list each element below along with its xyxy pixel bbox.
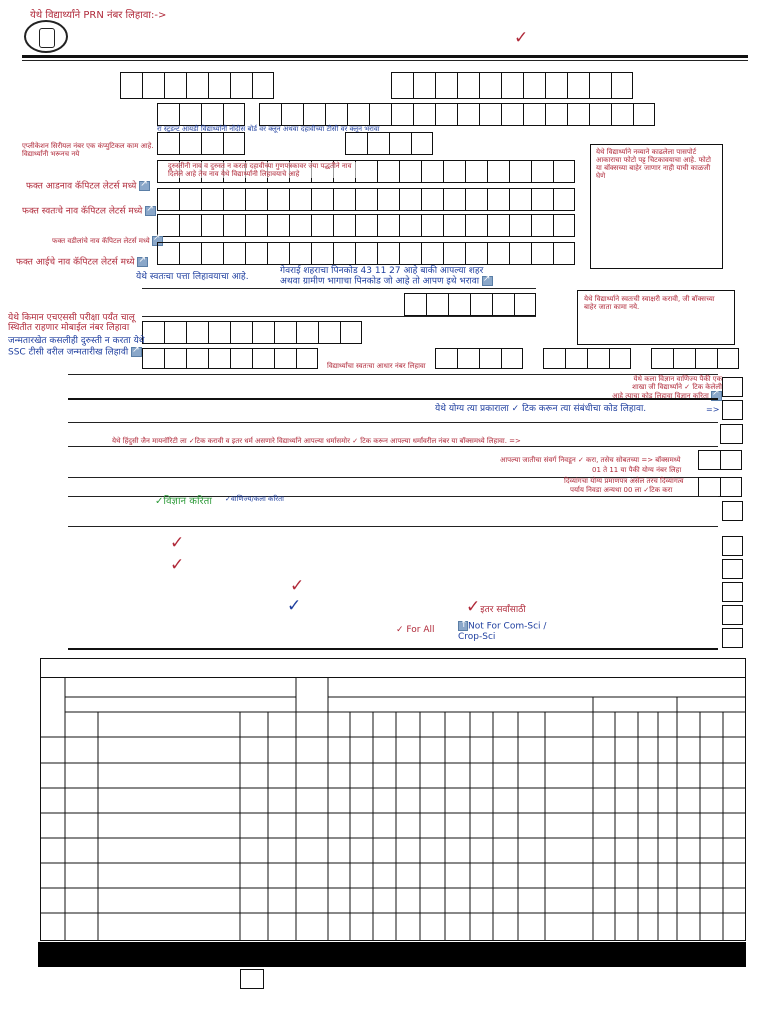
dob-boxes[interactable] [142, 348, 318, 369]
student-id-note: रा स्टुडन्ट आयडी विद्यार्थ्यांनी नोंदीस बोर्ड वर क्लून अथवा दहावीच्या टीसी वर क्लून भरावा [157, 125, 380, 133]
science-label: ✓विज्ञान करिता [155, 496, 212, 507]
student-id-boxes-2[interactable] [259, 103, 655, 126]
dob-line2: SSC टीसी वरील जन्मतारीख लिहावी ↗ [8, 347, 142, 358]
arrow-icon [482, 276, 493, 286]
arrow-icon [131, 347, 142, 357]
arrow-icon [139, 181, 150, 191]
marks-grid [40, 677, 746, 941]
college-logo-icon [24, 20, 68, 53]
mobile-line2: स्थितीत राहणार मोबाईल नंबर लिहावा [8, 323, 130, 333]
aadhar-label: विद्यार्थ्यांचा स्वतःचा आधार नंबर लिहावा [327, 362, 426, 370]
footer-bar [38, 942, 746, 967]
tick-mark: ✓ [287, 596, 302, 616]
pincode-line1: गेवराई शहराचा पिनकोड 43 11 27 आहे बाकी आपल्या शहर [280, 266, 484, 276]
pincode-boxes[interactable] [404, 293, 536, 316]
signature-note: येथे विद्यार्थ्याने स्वतःची स्वाक्षरी करावी, जी बॉक्सच्या बाहेर जाता कामा नये. [584, 295, 715, 311]
own-name-boxes[interactable] [157, 214, 575, 237]
subject-box-2[interactable] [722, 536, 743, 556]
prn-prompt: येथे विद्यार्थ्यांने PRN नंबर लिहावा:-> [30, 10, 167, 21]
correction-note: दुरुस्तीनी नाव व दुरुस्त न करता दहावीच्या गुणपत्रकावर ज्या पद्धतीने नाव दिलेले आहे तेच नाव येथे विद्यार्थ्यांनी लिहावयाचे आहे [168, 162, 368, 178]
subject-box-4[interactable] [722, 582, 743, 602]
others-label: ✓इतर सर्वांसाठी [466, 597, 526, 617]
religion-note: येथे हिंदुसी जैन मायनॉरिटी ला ✓टिक करावी व इतर धर्म असणारे विद्यार्थ्यांने आपल्या धर्मासमोर ✓ टिक करून आपल्या धर्मांवरील नंबर या बॉक्समध्ये लिहावा. => [112, 437, 521, 445]
caste-boxes[interactable] [698, 450, 742, 470]
footer-box[interactable] [240, 969, 264, 989]
tick-mark: ✓ [170, 555, 185, 575]
tick-mark: ✓ [514, 28, 529, 48]
arrow-icon [145, 206, 156, 216]
serial-boxes-1[interactable] [157, 132, 245, 155]
surname-label: फक्त आडनाव कॅपिटल लेटर्स मध्ये ↗ [26, 181, 150, 192]
up-arrow-icon [458, 621, 468, 631]
stream-note: येथे कला विज्ञान वाणिज्य पैकी एक शाखा जी विद्यार्थ्यांने ✓ टिक केलेली आहे त्याचा कोड लिहावा विज्ञान करिता ↗ [612, 375, 722, 401]
photo-note: येथे विद्यार्थ्याने नव्याने काढलेला पासपोर्ट आकाराचा फोटो पट्ट चिटकावयाचा आहे. फोटो या बॉक्सच्या बाहेर जाणार नाही याची काळजी घेणे [596, 148, 711, 180]
grid-header [40, 658, 746, 678]
arrow-icon [137, 257, 148, 267]
aadhar-boxes-1[interactable] [435, 348, 523, 369]
serial-boxes-2[interactable] [345, 132, 433, 155]
caste-note-2: 01 ते 11 या पैकी योग्य नंबर लिहा [592, 466, 682, 474]
pincode-line2: अथवा ग्रामीण भागाचा पिनकोड जो आहे तो आपण इथे भरावा ↗ [280, 276, 493, 287]
application-serial-note: एप्लीकेशन सिरीयल नंबर एक कंप्युटिकल काम आहे. विद्यार्थ्यांनी भरूनच नये [22, 142, 154, 158]
prn-boxes-left[interactable] [120, 72, 274, 99]
religion-box[interactable] [720, 424, 743, 444]
father-name-boxes[interactable] [157, 242, 575, 265]
for-all-label: ✓ For All [396, 625, 435, 635]
code-note: येथे योग्य त्या प्रकाराला ✓ टिक करून त्या संबंधीचा कोड लिहावा. [435, 404, 647, 414]
surname-boxes[interactable] [157, 188, 575, 211]
mother-name-label: फक्त आईचे नाव कॅपिटल लेटर्स मध्ये ↗ [16, 257, 148, 268]
aadhar-boxes-3[interactable] [651, 348, 739, 369]
prn-boxes-right[interactable] [391, 72, 633, 99]
commerce-label: ✓वाणिज्य/कला करिता [225, 495, 284, 503]
address-label: येथे स्वतःचा पत्ता लिहावयाचा आहे. [136, 272, 249, 282]
subject-box-5[interactable] [722, 605, 743, 625]
disability-note-1: दिव्यांगचा योग्य प्रमाणपत्र असेल तरच दिव्यांगत्व [564, 477, 684, 485]
tick-mark: ✓ [290, 576, 305, 596]
mobile-line1: येथे किमान एचएससी परीक्षा पर्यंत चालू [8, 313, 135, 323]
subject-box-6[interactable] [722, 628, 743, 648]
code-arrow: => [706, 405, 720, 414]
disability-note-2: पर्याय निवडा अन्यथा 00 ला ✓टिक करा [570, 486, 673, 494]
father-name-label: फक्त वडीलांचे नाव कॅपिटल लेटर्स मध्ये ↗ [52, 236, 163, 246]
code-box[interactable] [722, 400, 743, 420]
not-for-label: ↑ Not For Com-Sci / Crop-Sci [458, 621, 546, 642]
stream-code-box[interactable] [722, 377, 743, 397]
caste-note-1: आपल्या जातीचा संवर्ग निवडून ✓ करा, तसेच सोबतच्या => बॉक्समध्ये [500, 456, 681, 464]
own-name-label: फक्त स्वतःचे नाव कॅपिटल लेटर्स मध्ये ↗ [22, 206, 156, 217]
subject-box-1[interactable] [722, 501, 743, 521]
aadhar-boxes-2[interactable] [543, 348, 631, 369]
student-id-boxes-1[interactable] [157, 103, 245, 126]
subject-box-3[interactable] [722, 559, 743, 579]
dob-line1: जन्मतारखेत कसलीही दुरुस्ती न करता येथे [8, 336, 145, 346]
disability-boxes[interactable] [698, 477, 742, 497]
mobile-boxes[interactable] [142, 321, 362, 344]
tick-mark: ✓ [170, 533, 185, 553]
